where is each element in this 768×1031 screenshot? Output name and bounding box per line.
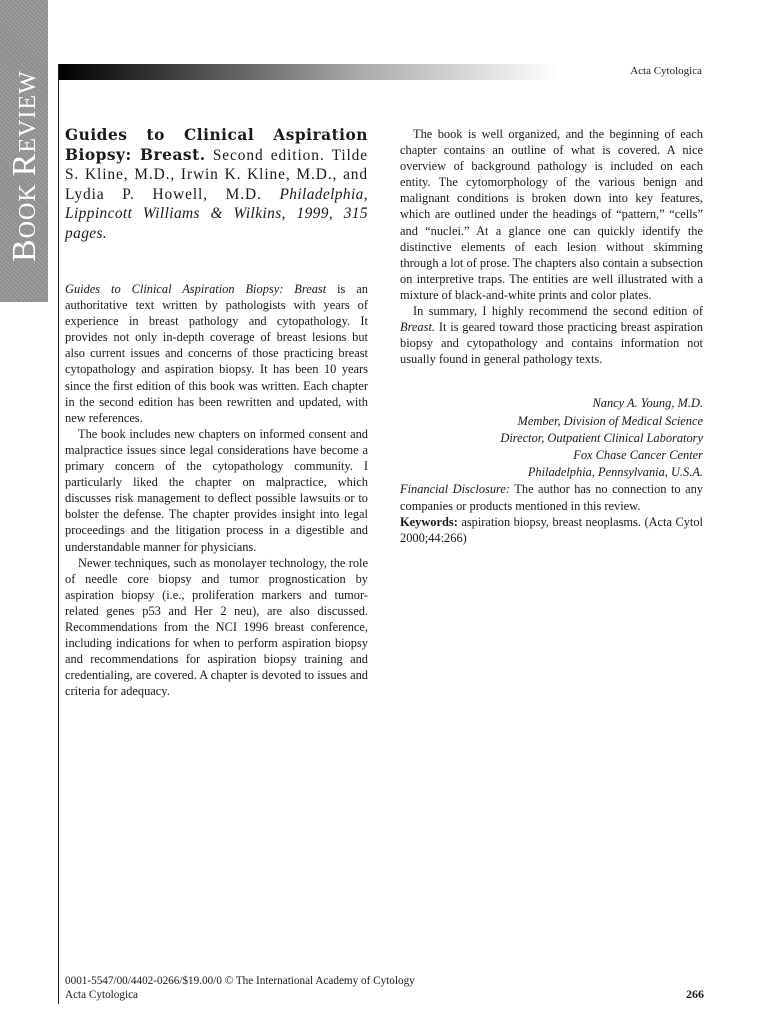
book-title-italic: Guides to Clinical Aspiration Biopsy: Breast bbox=[65, 282, 327, 296]
reviewer-affiliation-1: Member, Division of Medical Science bbox=[517, 413, 703, 428]
paragraph-5 bbox=[400, 303, 703, 367]
right-column bbox=[400, 126, 703, 546]
reviewer-affiliation-4: Philadelphia, Pennsylvania, U.S.A. bbox=[527, 465, 703, 480]
section-label bbox=[8, 2, 42, 262]
disclosure-text: The author has no connection to any companies or products mentioned in this review. bbox=[400, 482, 703, 513]
reviewer-affiliation-2: Director, Outpatient Clinical Laboratory bbox=[500, 430, 703, 445]
footer-journal: Acta Cytologica bbox=[65, 989, 139, 1001]
paragraph-3: Newer techniques, such as monolayer technology, the role of needle core biopsy and tumor prognostication by aspiration biopsy (i.e., proliferation markers and tumor-related genes p53 and Her 2 neu), are also discussed. Recommendations from the NCI 1996 breast conference, including indications for when to perform aspiration biopsy and recommendations for aspiration biopsy training and credentialing, are covered. A chapter is devoted to issues and criteria for adequacy. bbox=[65, 555, 368, 699]
copyright-line: 0001-5547/00/4402-0266/$19.00/0 © The International Academy of Cytology bbox=[65, 975, 415, 987]
publisher-info: Philadelphia, Lippincott Williams & Wilkins, 1999, 315 pages. bbox=[65, 185, 369, 242]
reviewer-affiliation-3: Fox Chase Cancer Center bbox=[573, 448, 703, 463]
reviewer-signature bbox=[400, 395, 703, 481]
section-tab bbox=[0, 0, 48, 302]
section-label-eview: EVIEW bbox=[15, 70, 41, 153]
page-footer bbox=[65, 974, 415, 1002]
paragraph-5-italic: Breast. bbox=[400, 320, 435, 335]
keywords-label: Keywords: bbox=[400, 514, 458, 529]
paragraph-5-text-b: It is geared toward those practicing breast aspiration biopsy and cytopathology and contains information not usually found in general pathology texts. bbox=[400, 320, 703, 367]
left-column bbox=[65, 126, 368, 699]
section-label-r: R bbox=[6, 152, 43, 177]
keywords bbox=[400, 514, 703, 546]
vertical-rule bbox=[58, 64, 59, 1004]
edition-authors: Second edition. Tilde S. Kline, M.D., Irwin K. Kline, M.D., and Lydia P. Howell, M.D. bbox=[65, 146, 369, 203]
running-header: Acta Cytologica bbox=[630, 65, 702, 77]
financial-disclosure bbox=[400, 481, 703, 513]
paragraph-1-text: is an authoritative text written by pathologists with years of experience in breast pathology and cytopathology. It provides not only in-depth coverage of breast lesions but also current issues and concerns of those practicing breast cytopathology and aspiration biopsy. It has been 10 years since the first edition of this book was written. Each chapter in the second edition has been rewritten and updated, with new references. bbox=[65, 282, 368, 425]
book-title: Guides to Clinical Aspiration Biopsy: Breast. bbox=[65, 126, 368, 164]
book-citation bbox=[65, 126, 368, 243]
section-label-b: B bbox=[6, 238, 43, 262]
section-label-ook: OOK bbox=[15, 183, 41, 239]
page-number: 266 bbox=[686, 987, 704, 1001]
disclosure-label: Financial Disclosure: bbox=[400, 482, 511, 497]
paragraph-2: The book includes new chapters on informed consent and malpractice issues since legal considerations have become a primary concern of the cytopathology community. I particularly liked the chapter on malpractice, which discusses risk management to deflect possible lawsuits or to bolster the defense. The chapter provides insight into legal proceedings and the litigation process in a digestible and understandable manner for physicians. bbox=[65, 426, 368, 554]
keywords-text: aspiration biopsy, breast neoplasms. (Acta Cytol 2000;44:266) bbox=[400, 514, 703, 545]
paragraph-1 bbox=[65, 281, 368, 426]
reviewer-name: Nancy A. Young, M.D. bbox=[592, 396, 703, 411]
paragraph-4: The book is well organized, and the beginning of each chapter contains an outline of what is covered. A nice overview of background pathology is included on each entity. The cytomorphology of the various benign and malignant conditions is broken down into key features, which are outlined under the headings of “pattern,” “cells” and “nuclei.” At a glance one can quickly identify the distinctive elements of each lesion without skimming through a lot of prose. The chapters also contain a subsection on interpretive traps. The entities are well illustrated with a mixture of black-and-white prints and color plates. bbox=[400, 127, 703, 302]
paragraph-5-text-a: In summary, I highly recommend the second edition of bbox=[413, 304, 703, 319]
header-gradient-bar bbox=[59, 64, 559, 80]
